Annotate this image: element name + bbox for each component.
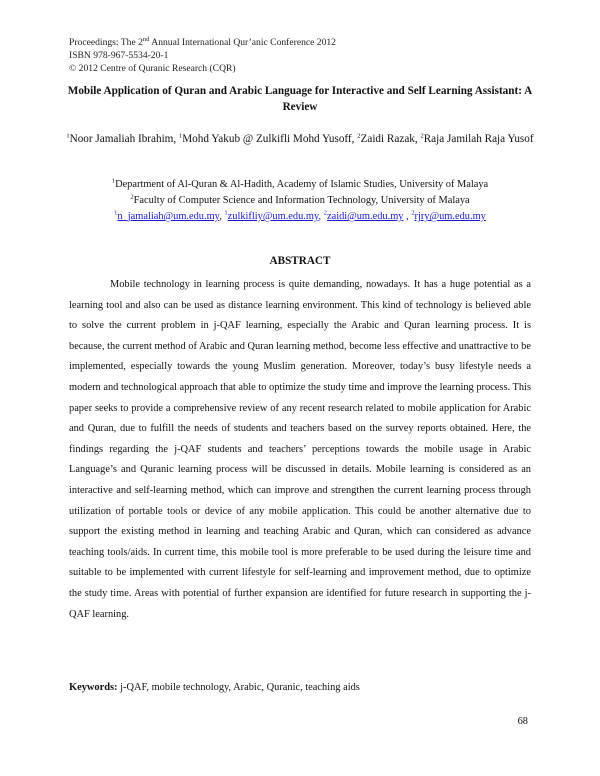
author-name: Raja Jamilah Raja Yusof <box>423 133 534 145</box>
copyright-line: © 2012 Centre of Quranic Research (CQR) <box>69 63 236 74</box>
author-name: Noor Jamaliah Ibrahim, <box>69 133 179 145</box>
email-list: $^1$n_jamaliah@um.edu.my, $^1$zulkifliy@um.edu.my, $^2$zaidi@um.edu.my , $^2$rjry@um.edu.my <box>114 209 486 222</box>
page-number: 68 <box>517 716 528 727</box>
keywords-text: j-QAF, mobile technology, Arabic, Quranic, teaching aids <box>120 682 360 693</box>
email-link[interactable]: zaidi@um.edu.my <box>326 211 404 222</box>
email-link[interactable]: zulkifliy@um.edu.my <box>227 211 319 222</box>
author-name: Zaidi Razak, <box>360 133 421 145</box>
proceedings-line: Proceedings: The 2nd Annual International Qur’anic Conference 2012 <box>69 35 336 48</box>
abstract-body: Mobile technology in learning process is quite demanding, nowadays. It has a huge potential as a learning tool and also can be used as distance learning environment. This kind of technology is believed able to solve the current problem in j-QAF learning, especially the Arabic and Quran learning process. It is because, the current method of Arabic and Quran learning method, become less effective and unattractive to be implemented, especially towards the young Muslim generation. Moreover, today’s busy lifestyle needs a modern and technological approach that able to optimize the study time and improve the learning process. This paper seeks to provide a comprehensive review of any recent research related to mobile application for Arabic and Quran, due to fulfill the needs of students and teachers based on the survey reports obtained. Here, the findings regarding the j-QAF students and teachers’ perceptions towards the mobile usage in Arabic Language’s and Quranic learning process will be discussed in details. Mobile learning is considered as an interactive and self-learning method, which can improve and strengthen the current learning process through utilization of portable tools or device of any mobile application. This could be another alternative due to support the existing method in learning and teaching Arabic and Quran, which can considered as advance teaching tools/aids. In current time, this mobile tool is more preferable to be used during the leisure time and suitable to be implemented with current lifestyle for self-learning and improvement method, due to optimize the study time. Areas with potential of further expansion are identified for future research in supporting the j-QAF learning. <box>69 279 531 620</box>
affiliation-line: $^2$Faculty of Computer Science and Information Technology, University of Malaya <box>130 193 470 206</box>
paper-title: Mobile Application of Quran and Arabic Language for Interactive and Self Learning Assistant: A Review <box>67 85 533 113</box>
email-link[interactable]: n_jamaliah@um.edu.my <box>117 211 220 222</box>
email-link[interactable]: rjry@um.edu.my <box>414 211 486 222</box>
isbn-line: ISBN 978-967-5534-20-1 <box>69 50 169 61</box>
affiliation-line: $^1$Department of Al-Quran & Al-Hadith, Academy of Islamic Studies, University of Malaya <box>111 177 489 190</box>
abstract-heading: ABSTRACT <box>269 255 331 267</box>
keywords-line <box>69 682 531 693</box>
proceedings-header <box>69 36 336 75</box>
author-name: Mohd Yakub @ Zulkifli Mohd Yusoff, <box>182 133 358 145</box>
affiliations <box>60 177 540 225</box>
author-list: $^1$Noor Jamaliah Ibrahim, $^1$Mohd Yakub @ Zulkifli Mohd Yusoff, $^2$Zaidi Razak, $^2$Raja Jamilah Raja Yusof <box>66 132 534 145</box>
keywords-label: Keywords: <box>69 682 121 693</box>
